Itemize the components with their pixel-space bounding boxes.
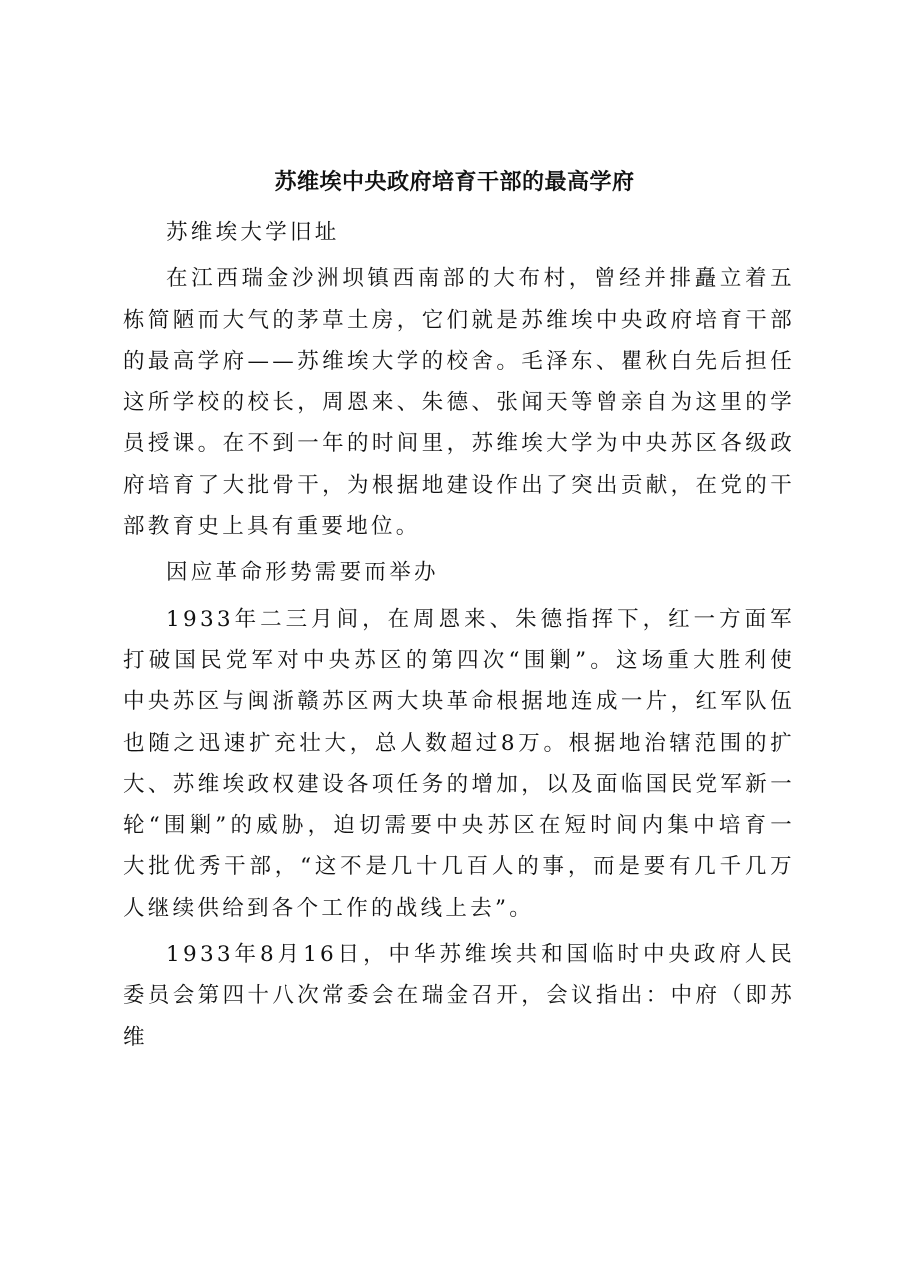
paragraph-background: 1933年二三月间，在周恩来、朱德指挥下，红一方面军打破国民党军对中央苏区的第四次“围剿”。这场重大胜利使中央苏区与闽浙赣苏区两大块革命根据地连成一片，红军队伍也随之迅速扩充壮大，总人数超过8万。根据地治辖范围的扩大、苏维埃政权建设各项任务的增加，以及面临国民党军新一轮“围剿”的威胁，迫切需要中央苏区在短时间内集中培育一大批优秀干部，“这不是几十几百人的事，而是要有几千几万人继续供给到各个工作的战线上去”。 xyxy=(123,606,795,921)
paragraph-intro: 在江西瑞金沙洲坝镇西南部的大布村，曾经并排矗立着五栋简陋而大气的茅草土房，它们就是苏维埃中央政府培育干部的最高学府——苏维埃大学的校舍。毛泽东、瞿秋白先后担任这所学校的校长，周恩来、朱德、张闻天等曾亲自为这里的学员授课。在不到一年的时间里，苏维埃大学为中央苏区各级政府培育了大批骨干，为根据地建设作出了突出贡献，在党的干部教育史上具有重要地位。 xyxy=(123,266,795,540)
paragraph-meeting: 1933年8月16日，中华苏维埃共和国临时中央政府人民委员会第四十八次常委会在瑞金召开，会议指出：中府（即苏维 xyxy=(123,942,795,1050)
section-heading-old-site: 苏维埃大学旧址 xyxy=(166,220,340,245)
document-body xyxy=(123,212,795,1058)
section-heading-founding: 因应革命形势需要而举办 xyxy=(166,560,439,586)
document-title: 苏维埃中央政府培育干部的最高学府 xyxy=(274,169,635,195)
